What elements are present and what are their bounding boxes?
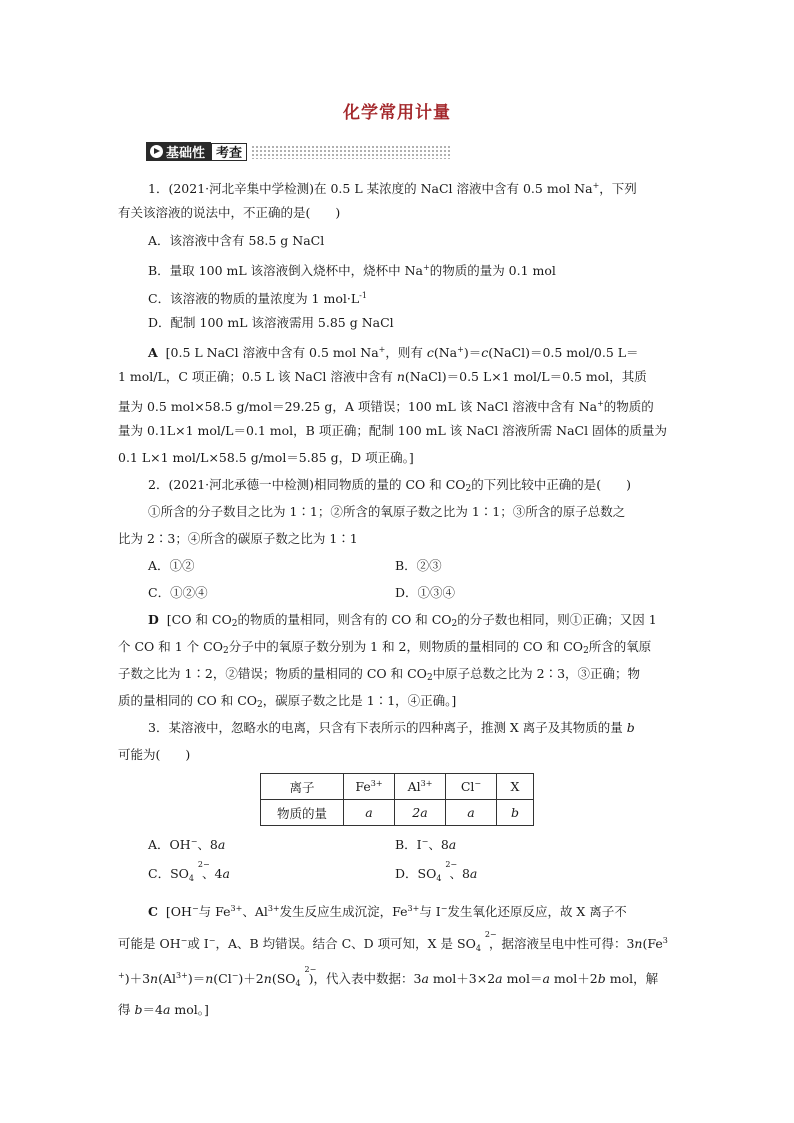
q3-option-c: C．SO 2− $_4$ 、4a bbox=[148, 860, 230, 883]
dotted-rule bbox=[251, 145, 451, 159]
q3-answer-line2: 可能是 OH−或 I−，A、B 均错误。结合 C、D 项可知，X 是 SO 2− $_4$ ，据溶液呈电中性可得：3n(Fe$^3$ bbox=[118, 930, 668, 953]
q3-option-d: D．SO 2− $_4$ 、8a bbox=[395, 860, 478, 883]
q1-answer-line5: 0.1 L×1 mol/L×58.5 g/mol＝5.85 g，D 项正确。] bbox=[118, 450, 414, 465]
q2-stem-line3: 比为 2∶3；④所含的碳原子数之比为 1∶1 bbox=[118, 531, 358, 546]
q2-option-c: C．①②④ bbox=[148, 585, 208, 600]
section-label-dark bbox=[146, 142, 211, 161]
q3-answer-line1: C [OH−与 $Fe^{3+}$、$Al^{3+}$发生反应生成沉淀，$Fe^{3+}$与 I−发生氧化还原反应，故 X 离子不 bbox=[148, 904, 627, 919]
page-title: 化学常用计量 bbox=[343, 103, 451, 123]
q2-answer-line1: D [CO 和 $CO_2$的物质的量相同，则含有的 CO 和 $CO_2$的分子数也相同，则①正确；又因 1 bbox=[148, 612, 657, 629]
q1-option-b: B．量取 100 mL 该溶液倒入烧杯中，烧杯中 Na+的物质的量为 0.1 mol bbox=[148, 263, 556, 278]
table-cell: a bbox=[446, 800, 497, 826]
section-banner bbox=[146, 142, 451, 161]
section-label-light: 考查 bbox=[211, 143, 247, 161]
section-label-text: 基础性 bbox=[166, 146, 206, 161]
table-row bbox=[261, 800, 534, 826]
q2-answer-line4: 质的量相同的 CO 和 $CO_2$，碳原子数之比是 1∶1，④正确。] bbox=[118, 693, 457, 710]
q1-stem-line2: 有关该溶液的说法中，不正确的是( ) bbox=[118, 205, 341, 220]
q1-answer-line1: A [0.5 L NaCl 溶液中含有 0.5 mol Na+，则有 c(Na+)＝c(NaCl)＝0.5 mol/0.5 L＝ bbox=[148, 345, 639, 360]
q3-stem-line2: 可能为( ) bbox=[118, 747, 191, 762]
q3-answer-line4: 得 b＝4a mol。] bbox=[118, 1002, 209, 1017]
q1-option-d: D．配制 100 mL 该溶液需用 5.85 g NaCl bbox=[148, 315, 394, 330]
q1-stem-line1: 1．(2021·河北辛集中学检测)在 0.5 L 某浓度的 NaCl 溶液中含有 0.5 mol Na+，下列 bbox=[148, 181, 637, 196]
q1-answer-line2: 1 mol/L，C 项正确；0.5 L 该 NaCl 溶液中含有 n(NaCl)＝0.5 L×1 mol/L＝0.5 mol，其质 bbox=[118, 369, 647, 384]
ion-table bbox=[260, 773, 534, 826]
table-cell: X bbox=[497, 774, 534, 800]
q2-stem-line2: ①所含的分子数目之比为 1∶1；②所含的氧原子数之比为 1∶1；③所含的原子总数之 bbox=[148, 504, 626, 519]
q2-answer-line2: 个 CO 和 1 个 $CO_2$分子中的氧原子数分别为 1 和 2，则物质的量相同的 CO 和 $CO_2$所含的氧原 bbox=[118, 639, 652, 656]
table-cell: 2a bbox=[395, 800, 446, 826]
table-cell: a bbox=[344, 800, 395, 826]
q3-option-a: A．OH−、8a bbox=[148, 837, 226, 852]
table-row bbox=[261, 774, 534, 800]
q3-stem-line1: 3．某溶液中，忽略水的电离，只含有下表所示的四种离子，推测 X 离子及其物质的量 b bbox=[148, 720, 635, 735]
q2-option-a: A．①② bbox=[148, 558, 195, 573]
q1-answer-line3: 量为 0.5 mol×58.5 g/mol＝29.25 g，A 项错误；100 mL 该 NaCl 溶液中含有 Na+的物质的 bbox=[118, 399, 654, 414]
table-cell: Cl− bbox=[446, 774, 497, 800]
table-cell: b bbox=[497, 800, 534, 826]
q3-option-b: B．I−、8a bbox=[395, 837, 457, 852]
play-icon bbox=[150, 145, 163, 158]
q2-answer-line3: 子数之比为 1∶2，②错误；物质的量相同的 CO 和 $CO_2$中原子总数之比为 2∶3，③正确；物 bbox=[118, 666, 641, 683]
q3-answer-line3: $^+)+3n(Al^{3+})=n(Cl^-)+2n(SO$ 2− $_4$ )，代入表中数据：3a mol＋3×2a mol＝a mol＋2b mol，解 bbox=[118, 965, 659, 988]
q2-option-d: D．①③④ bbox=[395, 585, 456, 600]
table-cell: $Al^{3+}$ bbox=[395, 774, 446, 800]
table-cell: 离子 bbox=[261, 774, 344, 800]
table-cell: 物质的量 bbox=[261, 800, 344, 826]
q1-option-a: A．该溶液中含有 58.5 g NaCl bbox=[148, 233, 325, 248]
q2-option-b: B．②③ bbox=[395, 558, 442, 573]
q1-option-c: C．该溶液的物质的量浓度为 1 $mol\cdot L^{-1}$ bbox=[148, 291, 367, 306]
q2-stem-line1: 2．(2021·河北承德一中检测)相同物质的量的 CO 和 $CO_2$的下列比较中正确的是( ) bbox=[148, 477, 632, 494]
q1-answer-line4: 量为 0.1L×1 mol/L＝0.1 mol，B 项正确；配制 100 mL 该 NaCl 溶液所需 NaCl 固体的质量为 bbox=[118, 423, 668, 438]
table-cell: $Fe^{3+}$ bbox=[344, 774, 395, 800]
